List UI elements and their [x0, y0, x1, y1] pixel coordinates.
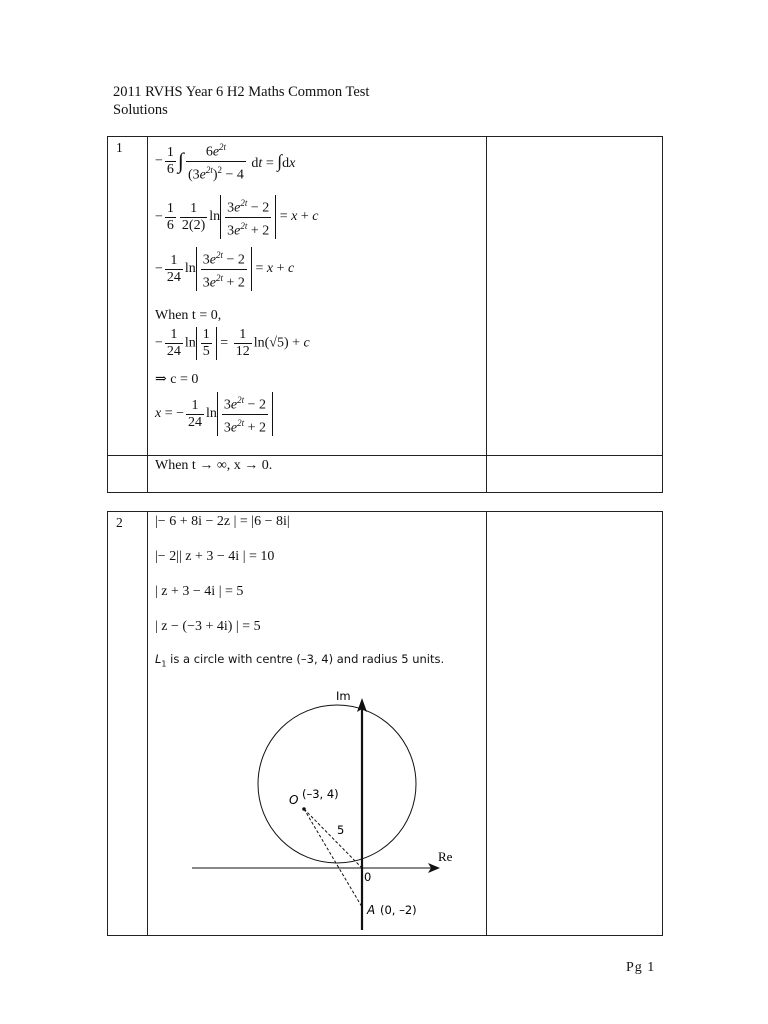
- question-1-limit-number: [108, 456, 148, 493]
- question-2-table: [107, 511, 663, 936]
- question-2-working: [148, 512, 487, 936]
- q2-line-4: | z − (−3 + 4i) | = 5: [155, 619, 261, 634]
- q1-log-line-1: − $\frac{1}{6}$ $\frac{1}{2(2)}$ ln $\frac{3e^{2t} - 2}{3e^{2t} + 2}$ = x + c: [155, 195, 319, 239]
- page-number: Pg 1: [626, 960, 656, 975]
- line-to-a: [304, 809, 362, 907]
- locus-subscript: 1: [161, 659, 167, 669]
- question-1-working: [148, 137, 487, 456]
- q1-when-label: When t = 0,: [155, 308, 222, 323]
- question-1-marks: [487, 137, 663, 456]
- q1-c-result: ⇒ c = 0: [155, 372, 199, 387]
- q2-line-3: | z + 3 − 4i | = 5: [155, 584, 244, 599]
- document-title: 2011 RVHS Year 6 H2 Maths Common Test: [113, 84, 370, 100]
- argand-diagram: [182, 684, 482, 934]
- q1-final-answer: x = − $\frac{1}{24}$ ln $\frac{3e^{2t} - 2}{3e^{2t} + 2}$: [155, 392, 273, 436]
- point-a-coords: (0, –2): [380, 903, 417, 917]
- question-2-marks: [487, 512, 663, 936]
- q2-locus-description: [155, 652, 444, 668]
- locus-name: L: [155, 652, 162, 666]
- q1-integral-line: − $\frac{1}{6}$ ∫ $\frac{6e^{2t}}{(3e^{2t})^2 - 4}$ dt = ∫dx: [155, 139, 295, 183]
- document-subtitle: Solutions: [113, 102, 168, 118]
- question-1-number: 1: [108, 137, 148, 456]
- radius-label: 5: [337, 823, 345, 837]
- locus-circle: [258, 705, 416, 863]
- re-axis-label: Re: [438, 849, 453, 864]
- point-a-label: A: [367, 903, 376, 917]
- q1-log-line-2: − $\frac{1}{24}$ ln $\frac{3e^{2t} - 2}{3e^{2t} + 2}$ = x + c: [155, 247, 294, 291]
- q1-substitution-line: − $\frac{1}{24}$ ln $\frac{1}{5}$ = $\frac{1}{12}$ ln(√5) + c: [155, 327, 310, 359]
- locus-text: is a circle with centre (–3, 4) and radius 5 units.: [170, 652, 445, 666]
- question-1-table: [107, 136, 663, 493]
- im-axis-label: Im: [336, 689, 351, 703]
- q2-line-2: |− 2|| z + 3 − 4i | = 10: [155, 549, 275, 564]
- q2-line-1: |− 6 + 8i − 2z | = |6 − 8i|: [155, 514, 290, 529]
- document-header: [113, 83, 369, 119]
- question-1-limit-marks: [487, 456, 663, 493]
- centre-coords-label: (–3, 4): [302, 787, 339, 801]
- question-2-number: 2: [108, 512, 148, 936]
- q1-limit-text: When t → ∞, x → 0.: [148, 456, 487, 493]
- origin-label: 0: [364, 870, 372, 884]
- centre-label: O: [289, 793, 299, 807]
